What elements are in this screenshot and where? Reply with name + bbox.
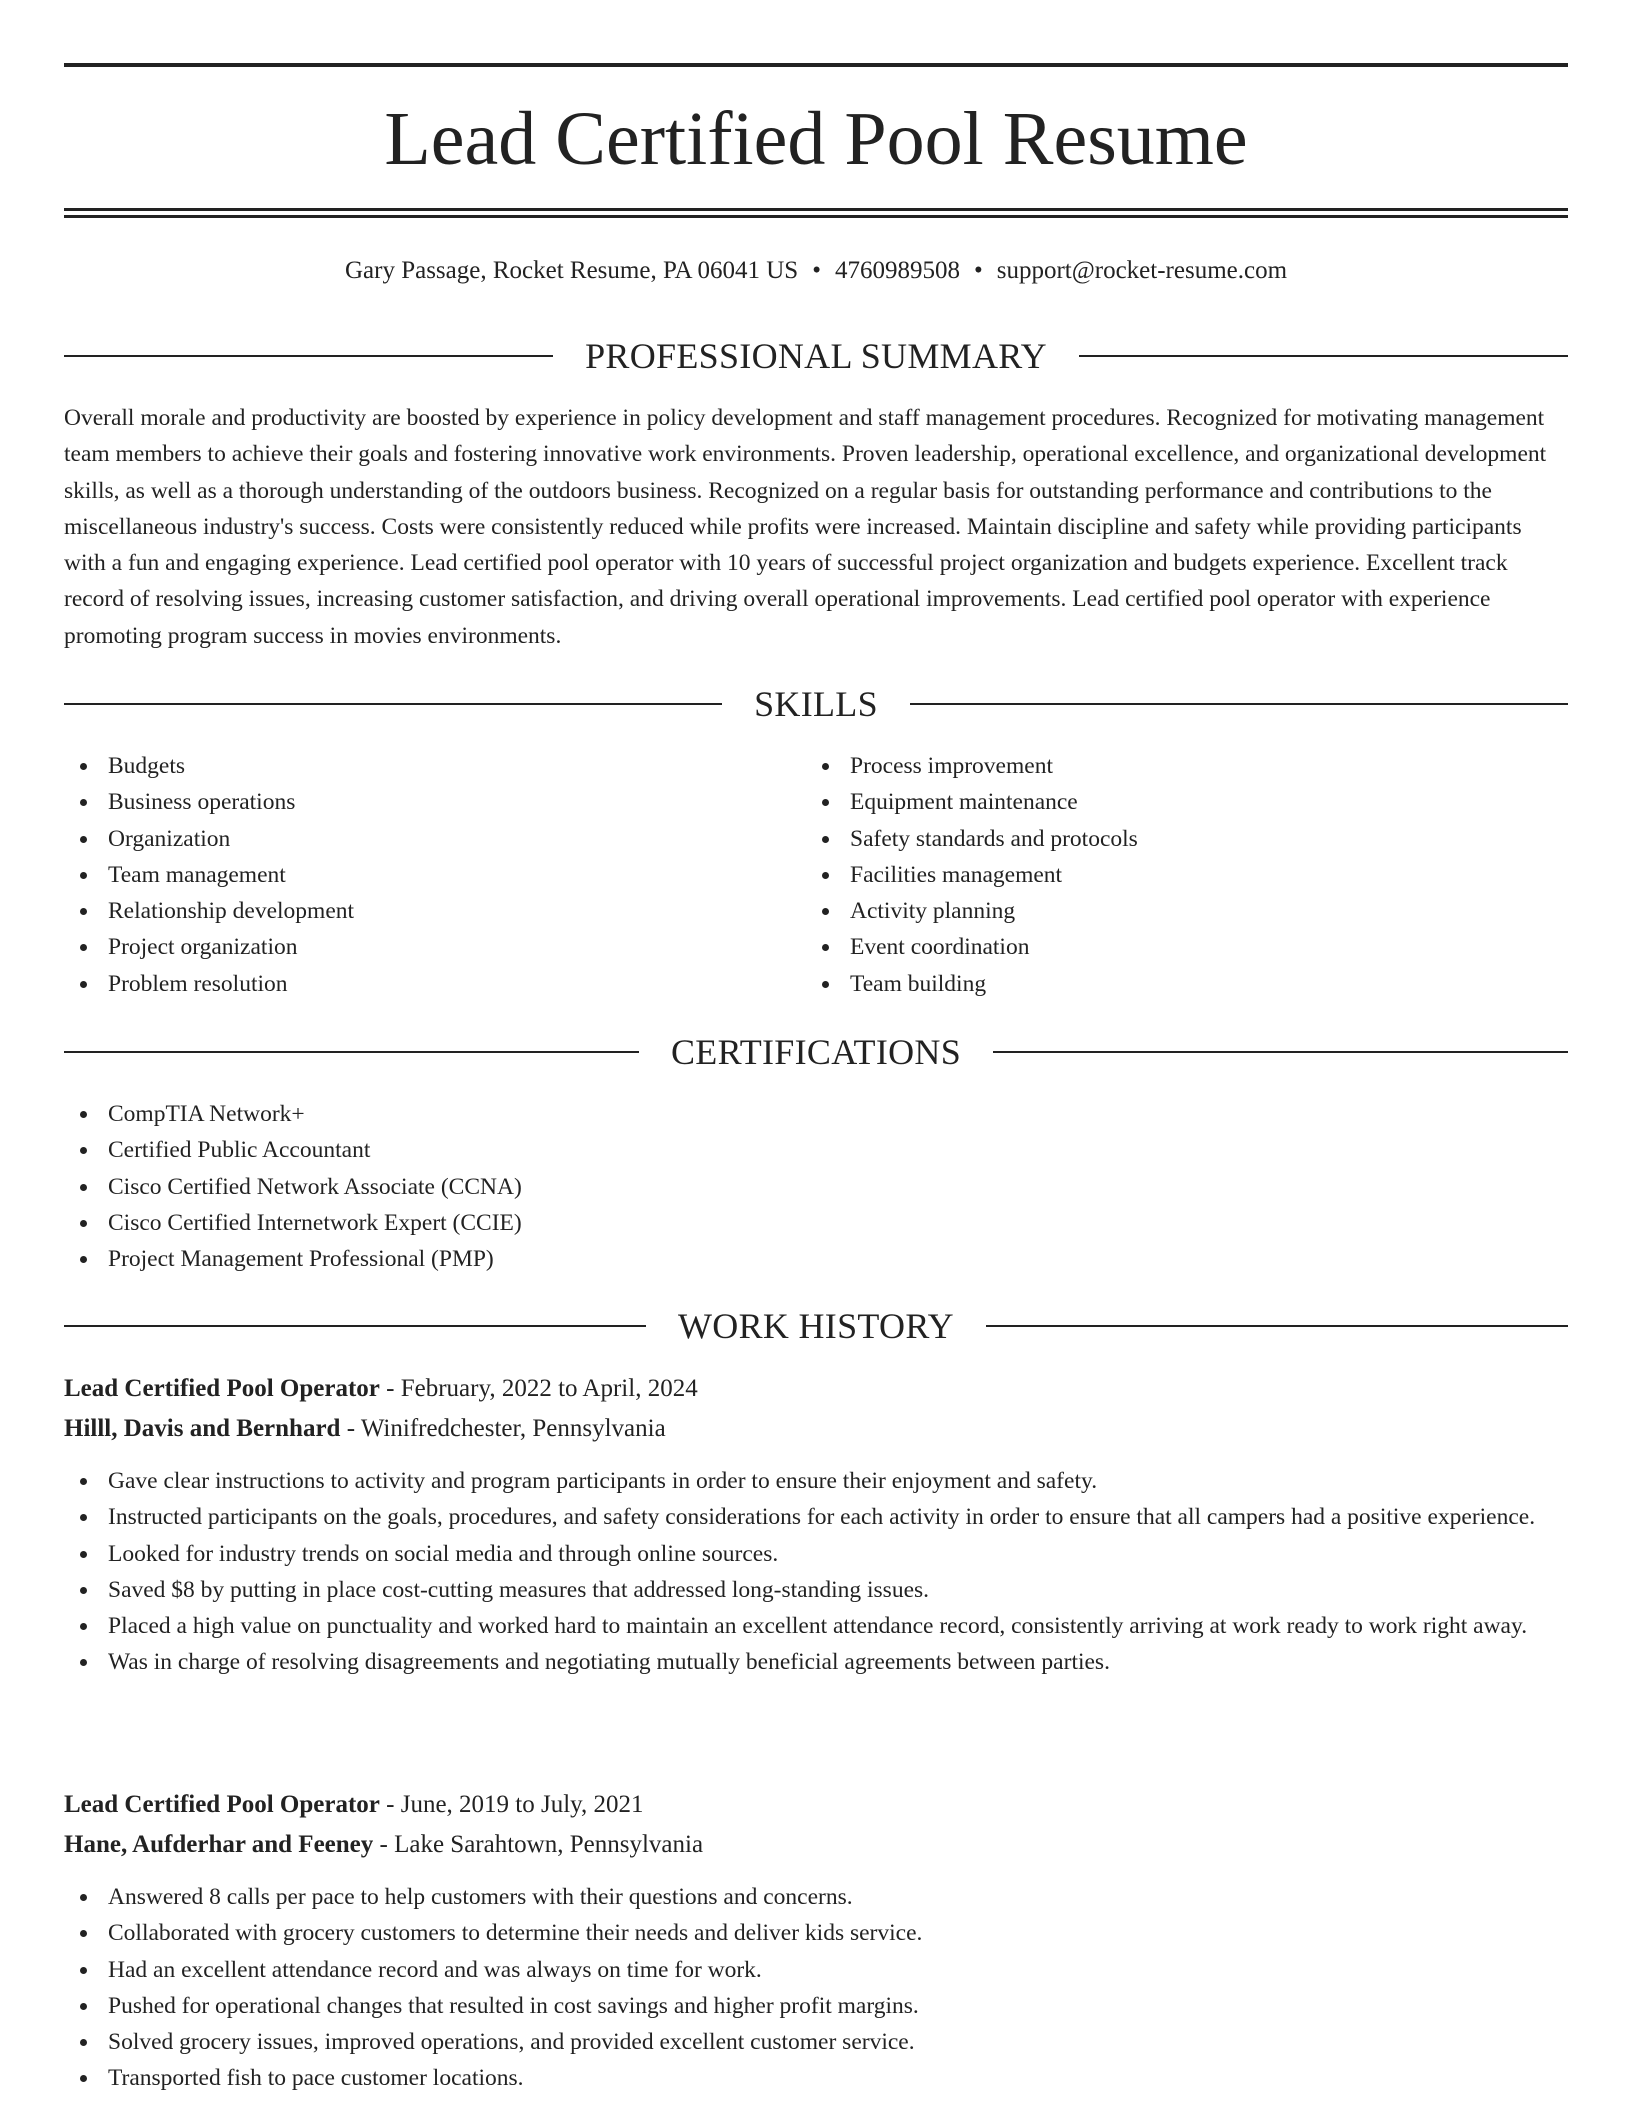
skill-item: Team management: [64, 857, 784, 893]
summary-section-heading: [64, 336, 1568, 376]
skills-section-heading: [64, 684, 1568, 724]
professional-summary-text: Overall morale and productivity are boosted by experience in policy development and staff management procedures. Recognized for motivating management team members to achieve their goals and fostering innovative work environments. Proven leadership, operational excellence, and organizational development skills, as well as a thorough understanding of the outdoors business. Recognized on a regular basis for outstanding performance and contributions to the miscellaneous industry's success. Costs were consistently reduced while profits were increased. Maintain discipline and safety while providing participants with a fun and engaging experience. Lead certified pool operator with 10 years of successful project organization and budgets experience. Excellent track record of resolving issues, increasing customer satisfaction, and driving overall operational improvements. Lead certified pool operator with experience promoting program success in movies environments.: [64, 405, 1547, 649]
skills-list-left: [64, 748, 784, 1002]
duty-item: Was in charge of resolving disagreements and negotiating mutually beneficial agreements between parties.: [64, 1644, 1568, 1680]
skill-item: Relationship development: [64, 893, 784, 929]
duty-item: Answered 8 calls per pace to help customers with their questions and concerns.: [64, 1879, 1568, 1915]
certification-item: Cisco Certified Network Associate (CCNA): [64, 1169, 1568, 1205]
contact-address: Gary Passage, Rocket Resume, PA 06041 US: [344, 257, 799, 284]
certifications-list: [64, 1096, 1568, 1277]
heading-rule-right: [993, 1051, 1568, 1053]
certification-item: Project Management Professional (PMP): [64, 1241, 1568, 1277]
job-company: Hilll, Davis and Bernhard: [64, 1415, 341, 1442]
skill-item: Budgets: [64, 748, 784, 784]
skill-item: Team building: [806, 966, 1566, 1002]
heading-rule-right: [1079, 355, 1568, 357]
certification-item: Certified Public Accountant: [64, 1132, 1568, 1168]
contact-email: support@rocket-resume.com: [996, 257, 1288, 284]
certifications-heading-label: CERTIFICATIONS: [670, 1032, 962, 1072]
skill-item: Event coordination: [806, 929, 1566, 965]
skill-item: Facilities management: [806, 857, 1566, 893]
top-rule: [64, 63, 1568, 67]
job-2-title-line: [64, 1790, 1568, 1820]
certification-item: CompTIA Network+: [64, 1096, 1568, 1132]
heading-rule-left: [64, 703, 722, 705]
heading-rule-right: [910, 703, 1568, 705]
skill-item: Safety standards and protocols: [806, 821, 1566, 857]
heading-rule-right: [986, 1325, 1568, 1327]
job-1-duties-list: [64, 1463, 1568, 1681]
skill-item: Project organization: [64, 929, 784, 965]
job-title: Lead Certified Pool Operator: [64, 1791, 380, 1818]
job-company: Hane, Aufderhar and Feeney: [64, 1831, 374, 1858]
certifications-section-heading: [64, 1032, 1568, 1072]
duty-item: Solved grocery issues, improved operations, and provided excellent customer service.: [64, 2024, 1568, 2060]
contact-phone: 4760989508: [834, 257, 960, 284]
contact-separator: •: [973, 257, 983, 284]
duty-item: Saved $8 by putting in place cost-cutting measures that addressed long-standing issues.: [64, 1572, 1568, 1608]
duty-item: Collaborated with grocery customers to determine their needs and deliver kids service.: [64, 1915, 1568, 1951]
contact-separator: •: [812, 257, 821, 284]
contact-line: [64, 256, 1568, 286]
skill-item: Business operations: [64, 784, 784, 820]
skill-item: Process improvement: [806, 748, 1566, 784]
job-2-company-line: [64, 1830, 1568, 1860]
work-history-section-heading: [64, 1306, 1568, 1346]
skill-item: Organization: [64, 821, 784, 857]
job-title: Lead Certified Pool Operator: [64, 1375, 380, 1402]
job-2-duties-list: [64, 1879, 1568, 2097]
duty-item: Gave clear instructions to activity and program participants in order to ensure their enjoyment and safety.: [64, 1463, 1568, 1499]
duty-item: Pushed for operational changes that resulted in cost savings and higher profit margins.: [64, 1988, 1568, 2024]
skills-heading-label: SKILLS: [754, 684, 878, 724]
heading-rule-left: [64, 355, 553, 357]
summary-heading-label: PROFESSIONAL SUMMARY: [585, 336, 1047, 376]
skill-item: Activity planning: [806, 893, 1566, 929]
certification-item: Cisco Certified Internetwork Expert (CCIE): [64, 1205, 1568, 1241]
duty-item: Instructed participants on the goals, procedures, and safety considerations for each activity in order to ensure that all campers had a positive experience.: [64, 1499, 1568, 1535]
title-double-rule: [64, 208, 1568, 218]
work-history-heading-label: WORK HISTORY: [678, 1306, 954, 1346]
skills-list-right: [806, 748, 1566, 1002]
heading-rule-left: [64, 1051, 639, 1053]
duty-item: Transported fish to pace customer locations.: [64, 2060, 1568, 2096]
heading-rule-left: [64, 1325, 646, 1327]
duty-item: Looked for industry trends on social media and through online sources.: [64, 1536, 1568, 1572]
job-dates: - June, 2019 to July, 2021: [379, 1791, 644, 1818]
resume-title: Lead Certified Pool Resume: [384, 97, 1248, 181]
duty-item: Placed a high value on punctuality and worked hard to maintain an excellent attendance record, consistently arriving at work ready to work right away.: [64, 1608, 1568, 1644]
job-1-company-line: [64, 1414, 1568, 1444]
job-dates: - February, 2022 to April, 2024: [379, 1375, 698, 1402]
job-1-title-line: [64, 1374, 1568, 1404]
skill-item: Problem resolution: [64, 966, 784, 1002]
job-location: - Lake Sarahtown, Pennsylvania: [373, 1831, 704, 1858]
skill-item: Equipment maintenance: [806, 784, 1566, 820]
job-location: - Winifredchester, Pennsylvania: [340, 1415, 666, 1442]
duty-item: Had an excellent attendance record and was always on time for work.: [64, 1952, 1568, 1988]
